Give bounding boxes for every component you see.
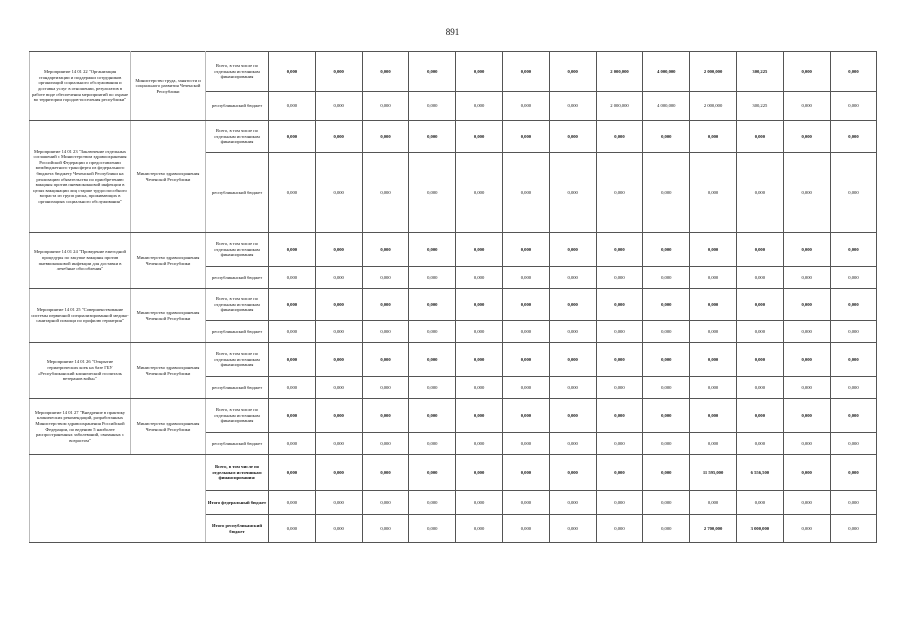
- value-cell: 0,000: [736, 399, 783, 433]
- value-cell: 0,000: [269, 321, 316, 343]
- value-cell: 0,000: [690, 399, 737, 433]
- source-cell: Всего, в том числе по отдельным источникам финансирования: [206, 52, 269, 92]
- value-cell: 0,000: [596, 289, 643, 321]
- value-cell: 0,000: [596, 433, 643, 455]
- value-cell: 0,000: [502, 92, 549, 121]
- executor-cell: Министерство здравоохранения Чеченской Республики: [131, 289, 206, 343]
- value-cell: 0,000: [456, 153, 503, 233]
- value-cell: 0,000: [736, 343, 783, 377]
- value-cell: 0,000: [362, 491, 409, 515]
- table-row: [30, 121, 877, 153]
- value-cell: 0,000: [643, 233, 690, 267]
- activity-cell: Мероприятие 14 01 24 "Проведение ежегодной процедуры по закупке вакцины против пневмококковой инфекции для доставки в лечебные обособления": [30, 233, 131, 289]
- value-cell: 0,000: [269, 491, 316, 515]
- value-cell: 0,000: [643, 321, 690, 343]
- value-cell: 0,000: [596, 343, 643, 377]
- value-cell: 0,000: [830, 321, 877, 343]
- summary-label-cell: Итого республиканский бюджет: [206, 515, 269, 543]
- value-cell: 0,000: [269, 455, 316, 491]
- value-cell: 0,000: [830, 121, 877, 153]
- value-cell: 0,000: [643, 491, 690, 515]
- value-cell: 0,000: [456, 491, 503, 515]
- value-cell: 0,000: [596, 515, 643, 543]
- value-cell: 0,000: [502, 377, 549, 399]
- value-cell: 0,000: [830, 515, 877, 543]
- value-cell: 0,000: [830, 92, 877, 121]
- value-cell: 0,000: [643, 267, 690, 289]
- value-cell: 0,000: [409, 92, 456, 121]
- value-cell: 0,000: [783, 399, 830, 433]
- value-cell: 0,000: [783, 52, 830, 92]
- value-cell: 0,000: [315, 153, 362, 233]
- value-cell: 0,000: [362, 321, 409, 343]
- value-cell: 0,000: [690, 377, 737, 399]
- value-cell: 0,000: [502, 455, 549, 491]
- summary-label-cell: Всего, в том числе по отдельным источникам финансирования:: [206, 455, 269, 491]
- value-cell: 0,000: [690, 121, 737, 153]
- value-cell: 0,000: [269, 153, 316, 233]
- value-cell: 2 000,000: [690, 52, 737, 92]
- value-cell: 4 000,000: [643, 52, 690, 92]
- value-cell: 0,000: [643, 399, 690, 433]
- source-cell: республиканский бюджет: [206, 321, 269, 343]
- value-cell: 0,000: [690, 289, 737, 321]
- activity-cell: Мероприятие 14 01 23 "Заключение отдельных соглашений с Министерством здравоохранения Российской Федерации о предоставлении межбюджетного трансферта из федерального бюджета бюджету Чеченской Республики на реализацию обязательства по приобретению вакцины против пневмококковой инфекции в целях вакцинации лиц старше трудоспособного возраста из групп риска, проживающих в организациях социального обслуживания": [30, 121, 131, 233]
- source-cell: республиканский бюджет: [206, 92, 269, 121]
- source-cell: Всего, в том числе по отдельным источникам финансирования: [206, 233, 269, 267]
- value-cell: 0,000: [830, 377, 877, 399]
- source-cell: республиканский бюджет: [206, 267, 269, 289]
- value-cell: 0,000: [783, 455, 830, 491]
- value-cell: 0,000: [269, 343, 316, 377]
- value-cell: 0,000: [502, 321, 549, 343]
- value-cell: 0,000: [736, 433, 783, 455]
- source-cell: Всего, в том числе по отдельным источникам финансирования: [206, 399, 269, 433]
- value-cell: 0,000: [456, 377, 503, 399]
- value-cell: 0,000: [315, 92, 362, 121]
- value-cell: 0,000: [830, 233, 877, 267]
- value-cell: 4 000,000: [643, 92, 690, 121]
- value-cell: 0,000: [315, 52, 362, 92]
- value-cell: 0,000: [549, 233, 596, 267]
- value-cell: 0,000: [315, 399, 362, 433]
- value-cell: 0,000: [783, 515, 830, 543]
- value-cell: 0,000: [269, 233, 316, 267]
- value-cell: 0,000: [643, 455, 690, 491]
- value-cell: 0,000: [502, 153, 549, 233]
- executor-cell: Министерство здравоохранения Чеченской Республики: [131, 399, 206, 455]
- table-body: [30, 52, 877, 543]
- value-cell: 0,000: [549, 343, 596, 377]
- value-cell: 0,000: [643, 433, 690, 455]
- value-cell: 0,000: [269, 52, 316, 92]
- value-cell: 0,000: [783, 92, 830, 121]
- value-cell: 0,000: [596, 267, 643, 289]
- value-cell: 0,000: [269, 289, 316, 321]
- value-cell: 0,000: [409, 267, 456, 289]
- value-cell: 0,000: [690, 267, 737, 289]
- table-row: [30, 289, 877, 321]
- value-cell: 0,000: [736, 267, 783, 289]
- value-cell: 0,000: [502, 515, 549, 543]
- summary-row: [30, 455, 877, 491]
- value-cell: 0,000: [362, 289, 409, 321]
- value-cell: 0,000: [830, 455, 877, 491]
- value-cell: 0,000: [456, 433, 503, 455]
- activity-cell: Мероприятие 14 01 22 "Организация стандартизации и поддержки сотрудников организаций социального обслуживания и доставка услуг в отношении, результатов в работе виде обеспечения мероприятий по охране во территории городов-поселения республики": [30, 52, 131, 121]
- value-cell: 0,000: [736, 289, 783, 321]
- value-cell: 0,000: [549, 289, 596, 321]
- value-cell: 0,000: [643, 377, 690, 399]
- value-cell: 0,000: [736, 121, 783, 153]
- value-cell: 0,000: [783, 377, 830, 399]
- executor-cell: Министерство здравоохранения Чеченской Республики: [131, 343, 206, 399]
- value-cell: 0,000: [362, 153, 409, 233]
- value-cell: 0,000: [315, 321, 362, 343]
- value-cell: 0,000: [736, 321, 783, 343]
- value-cell: 0,000: [456, 121, 503, 153]
- value-cell: 0,000: [830, 52, 877, 92]
- value-cell: 0,000: [362, 515, 409, 543]
- value-cell: 0,000: [362, 92, 409, 121]
- value-cell: 0,000: [362, 121, 409, 153]
- value-cell: 0,000: [830, 491, 877, 515]
- value-cell: 0,000: [315, 455, 362, 491]
- value-cell: 0,000: [456, 92, 503, 121]
- activity-cell: Мероприятие 14 01 25 "Совершенствование системы первичной специализированной медико-санитарной помощи по профилю гериатрия": [30, 289, 131, 343]
- value-cell: 0,000: [690, 153, 737, 233]
- value-cell: 0,000: [596, 399, 643, 433]
- budget-table: [29, 51, 877, 543]
- value-cell: 0,000: [315, 343, 362, 377]
- value-cell: 0,000: [409, 321, 456, 343]
- value-cell: 0,000: [362, 399, 409, 433]
- value-cell: 0,000: [643, 121, 690, 153]
- value-cell: 0,000: [269, 92, 316, 121]
- value-cell: 0,000: [456, 399, 503, 433]
- value-cell: 0,000: [409, 343, 456, 377]
- value-cell: 0,000: [736, 377, 783, 399]
- executor-cell: Министерство здравоохранения Чеченской Республики: [131, 233, 206, 289]
- value-cell: 2 000,000: [596, 52, 643, 92]
- value-cell: 0,000: [315, 377, 362, 399]
- value-cell: 0,000: [362, 267, 409, 289]
- value-cell: 0,000: [830, 153, 877, 233]
- value-cell: 0,000: [783, 491, 830, 515]
- value-cell: 0,000: [362, 52, 409, 92]
- value-cell: 0,000: [596, 233, 643, 267]
- value-cell: 0,000: [502, 289, 549, 321]
- value-cell: 0,000: [549, 121, 596, 153]
- value-cell: 0,000: [783, 153, 830, 233]
- value-cell: 0,000: [783, 121, 830, 153]
- value-cell: 0,000: [736, 491, 783, 515]
- value-cell: 0,000: [783, 267, 830, 289]
- value-cell: 0,000: [269, 121, 316, 153]
- value-cell: 0,000: [783, 289, 830, 321]
- value-cell: 0,000: [643, 515, 690, 543]
- value-cell: 0,000: [596, 321, 643, 343]
- value-cell: 0,000: [690, 233, 737, 267]
- value-cell: 0,000: [409, 433, 456, 455]
- value-cell: 0,000: [830, 289, 877, 321]
- value-cell: 0,000: [502, 343, 549, 377]
- value-cell: 2 700,000: [690, 515, 737, 543]
- source-cell: республиканский бюджет: [206, 377, 269, 399]
- source-cell: Всего, в том числе по отдельным источникам финансирования: [206, 121, 269, 153]
- value-cell: 0,000: [409, 121, 456, 153]
- value-cell: 0,000: [315, 515, 362, 543]
- value-cell: 0,000: [315, 233, 362, 267]
- summary-blank-cell: [30, 455, 206, 543]
- value-cell: 0,000: [315, 433, 362, 455]
- value-cell: 2 000,000: [690, 92, 737, 121]
- value-cell: 0,000: [549, 399, 596, 433]
- value-cell: 0,000: [690, 491, 737, 515]
- value-cell: 0,000: [315, 121, 362, 153]
- value-cell: 0,000: [690, 433, 737, 455]
- value-cell: 0,000: [269, 267, 316, 289]
- value-cell: 0,000: [549, 153, 596, 233]
- value-cell: 300,225: [736, 92, 783, 121]
- value-cell: 0,000: [736, 153, 783, 233]
- value-cell: 3 000,000: [736, 515, 783, 543]
- value-cell: 0,000: [549, 92, 596, 121]
- value-cell: 0,000: [690, 321, 737, 343]
- value-cell: 0,000: [549, 267, 596, 289]
- source-cell: Всего, в том числе по отдельным источникам финансирования: [206, 343, 269, 377]
- value-cell: 0,000: [409, 233, 456, 267]
- value-cell: 0,000: [783, 433, 830, 455]
- value-cell: 0,000: [315, 289, 362, 321]
- value-cell: 0,000: [736, 233, 783, 267]
- value-cell: 0,000: [830, 267, 877, 289]
- value-cell: 0,000: [409, 455, 456, 491]
- value-cell: 0,000: [502, 399, 549, 433]
- value-cell: 0,000: [596, 377, 643, 399]
- value-cell: 0,000: [643, 343, 690, 377]
- value-cell: 0,000: [456, 455, 503, 491]
- value-cell: 0,000: [549, 377, 596, 399]
- value-cell: 0,000: [269, 433, 316, 455]
- value-cell: 0,000: [643, 289, 690, 321]
- table-row: [30, 52, 877, 92]
- value-cell: 0,000: [596, 491, 643, 515]
- value-cell: 0,000: [409, 399, 456, 433]
- value-cell: 0,000: [269, 515, 316, 543]
- value-cell: 0,000: [549, 455, 596, 491]
- value-cell: 0,000: [502, 121, 549, 153]
- value-cell: 300,225: [736, 52, 783, 92]
- table-row: [30, 399, 877, 433]
- value-cell: 2 000,000: [596, 92, 643, 121]
- value-cell: 0,000: [269, 377, 316, 399]
- value-cell: 0,000: [456, 515, 503, 543]
- value-cell: 0,000: [456, 289, 503, 321]
- value-cell: 0,000: [409, 491, 456, 515]
- value-cell: 0,000: [830, 433, 877, 455]
- value-cell: 0,000: [596, 153, 643, 233]
- source-cell: Всего, в том числе по отдельным источникам финансирования: [206, 289, 269, 321]
- value-cell: 0,000: [549, 433, 596, 455]
- executor-cell: Министерство труда, занятости и социального развития Чеченской Республики: [131, 52, 206, 121]
- value-cell: 0,000: [456, 267, 503, 289]
- value-cell: 0,000: [456, 52, 503, 92]
- value-cell: 0,000: [502, 433, 549, 455]
- value-cell: 6 556,500: [736, 455, 783, 491]
- value-cell: 0,000: [830, 399, 877, 433]
- table-row: [30, 233, 877, 267]
- table-row: [30, 343, 877, 377]
- value-cell: 0,000: [362, 455, 409, 491]
- value-cell: 0,000: [456, 343, 503, 377]
- value-cell: 0,000: [502, 233, 549, 267]
- value-cell: 0,000: [596, 455, 643, 491]
- value-cell: 0,000: [549, 321, 596, 343]
- activity-cell: Мероприятие 14 01 26 "Открытие гериатрических коек на базе ГБУ «Республиканский клинический госпиталь ветеранов войн»": [30, 343, 131, 399]
- summary-label-cell: Итого федеральный бюджет: [206, 491, 269, 515]
- value-cell: 0,000: [830, 343, 877, 377]
- value-cell: 0,000: [409, 289, 456, 321]
- value-cell: 0,000: [409, 515, 456, 543]
- value-cell: 0,000: [596, 121, 643, 153]
- value-cell: 0,000: [456, 233, 503, 267]
- value-cell: 0,000: [315, 491, 362, 515]
- value-cell: 11 595,000: [690, 455, 737, 491]
- value-cell: 0,000: [502, 491, 549, 515]
- value-cell: 0,000: [783, 343, 830, 377]
- value-cell: 0,000: [502, 52, 549, 92]
- value-cell: 0,000: [549, 491, 596, 515]
- value-cell: 0,000: [783, 321, 830, 343]
- value-cell: 0,000: [783, 233, 830, 267]
- activity-cell: Мероприятие 14 01 27 "Внедрение в практику клинических рекомендаций, разработанных Министерством здравоохранения Российской Федерации, по ведению 5 наиболее распространенных заболеваний, связанных с возрастом": [30, 399, 131, 455]
- value-cell: 0,000: [549, 52, 596, 92]
- value-cell: 0,000: [409, 52, 456, 92]
- value-cell: 0,000: [549, 515, 596, 543]
- value-cell: 0,000: [269, 399, 316, 433]
- value-cell: 0,000: [362, 377, 409, 399]
- value-cell: 0,000: [315, 267, 362, 289]
- source-cell: республиканский бюджет: [206, 153, 269, 233]
- value-cell: 0,000: [362, 433, 409, 455]
- executor-cell: Министерство здравоохранения Чеченской Республики: [131, 121, 206, 233]
- value-cell: 0,000: [690, 343, 737, 377]
- source-cell: республиканский бюджет: [206, 433, 269, 455]
- value-cell: 0,000: [643, 153, 690, 233]
- value-cell: 0,000: [409, 153, 456, 233]
- value-cell: 0,000: [362, 233, 409, 267]
- value-cell: 0,000: [502, 267, 549, 289]
- value-cell: 0,000: [362, 343, 409, 377]
- value-cell: 0,000: [456, 321, 503, 343]
- page-number: 891: [445, 27, 460, 37]
- value-cell: 0,000: [409, 377, 456, 399]
